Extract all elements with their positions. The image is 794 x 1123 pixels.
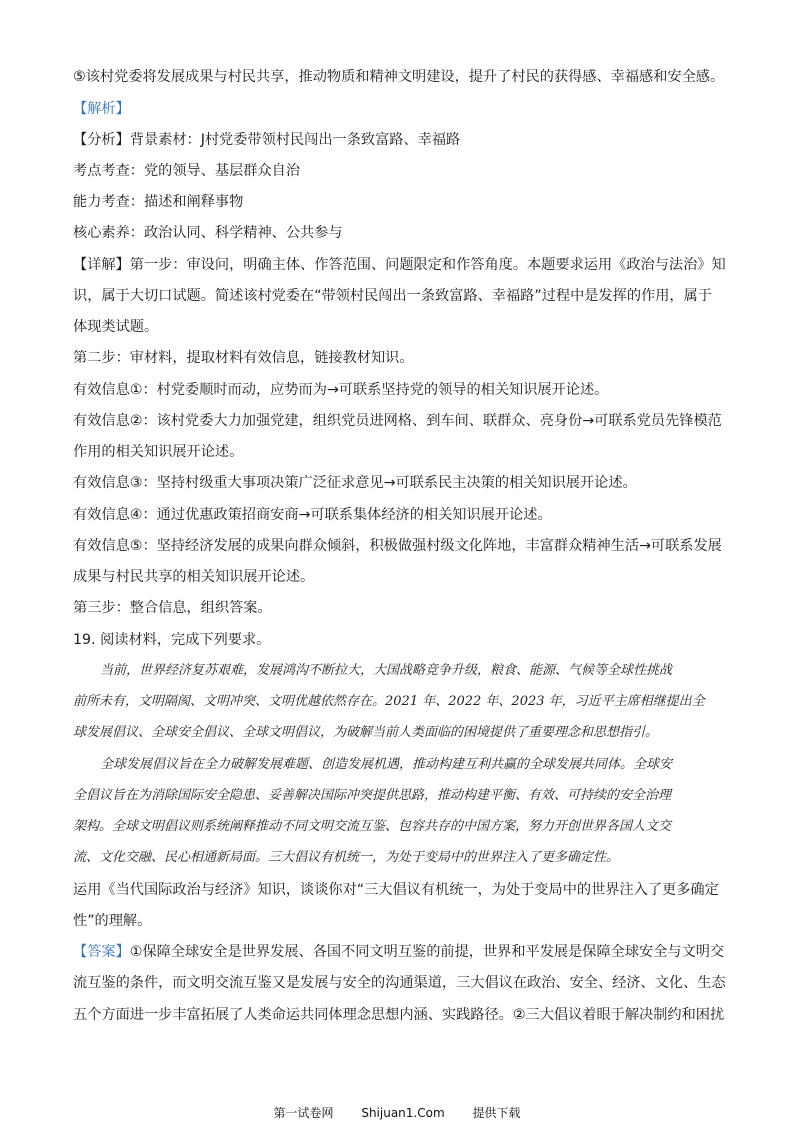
text-line: 运用《当代国际政治与经济》知识，谈谈你对“三大倡议有机统一，为处于变局中的世界注入了更多确定 [73,882,719,898]
text-line: 有效信息③：坚持村级重大事项决策广泛征求意见→可联系民主决策的相关知识展开论述。 [73,475,637,491]
footer-download-text: 提供下载 [472,1106,521,1120]
footer-site-url[interactable]: Shijuan1.Com [361,1106,445,1120]
material-line: 全倡议旨在为消除国际安全隐患、妥善解决国际冲突提供思路，推动构建平衡、有效、可持续的安全治理 [73,788,672,803]
material-line: 架构。全球文明倡议则系统阐释推动不同文明交流互鉴、包容共存的中国方案，努力开创世界各国人文交 [73,819,672,834]
page-footer [0,1105,794,1121]
text-line: 第三步：整合信息，组织答案。 [73,600,272,616]
material-line: 前所未有，文明隔阂、文明冲突、文明优越依然存在。2021 年、2022 年、2023 年，习近平主席相继提出全 [73,694,705,709]
text-line: 有效信息①：村党委顺时而动，应势而为→可联系坚持党的领导的相关知识展开论述。 [73,382,609,398]
text-line: ⑤该村党委将发展成果与村民共享，推动物质和精神文明建设，提升了村民的获得感、幸福感和安全感。 [73,69,725,85]
text-line: 五个方面进一步丰富拓展了人类命运共同体理念思想内涵、实践路径。②三大倡议着眼于解决制约和困扰 [73,1007,725,1023]
text-line: 体现类试题。 [73,319,159,335]
text-line: 能力考查：描述和阐释事物 [73,194,244,210]
answer-line [73,942,724,962]
answer-text: ①保障全球安全是世界发展、各国不同文明互鉴的前提，世界和平发展是保障全球安全与文明交 [129,944,725,960]
text-line: 考点考查：党的领导、基层群众自治 [73,163,301,179]
text-line: 有效信息②：该村党委大力加强党建，组织党员进网格、到车间、联群众、亮身份→可联系党员先锋模范 [73,413,722,429]
text-line: 【详解】第一步：审设问，明确主体、作答范围、问题限定和作答角度。本题要求运用《政治与法治》知 [73,257,726,273]
material-line: 流、文化交融、民心相通新局面。三大倡议有机统一，为处于变局中的世界注入了更多确定性。 [73,850,620,865]
material-line: 球发展倡议、全球安全倡议、全球文明倡议，为破解当前人类面临的困境提供了重要理念和思想指引。 [73,725,659,740]
analysis-label: 【解析】 [73,101,130,117]
text-line: 性”的理解。 [73,913,152,929]
footer-site-name: 第一试卷网 [273,1106,334,1120]
text-line: 作用的相关知识展开论述。 [73,444,244,460]
text-line: 核心素养：政治认同、科学精神、公共参与 [73,225,343,241]
text-line: 成果与村民共享的相关知识展开论述。 [73,569,315,585]
material-line: 全球发展倡议旨在全力破解发展难题、创造发展机遇，推动构建互利共赢的全球发展共同体。全球安 [100,757,673,772]
text-line: 第二步：审材料，提取材料有效信息，链接教材知识。 [73,350,414,366]
text-line: 流互鉴的条件，而文明交流互鉴又是发展与安全的沟通渠道，三大倡议在政治、安全、经济、文化、生态 [73,975,726,991]
question-title: 19. 阅读材料，完成下列要求。 [73,632,271,648]
text-line: 有效信息⑤：坚持经济发展的成果向群众倾斜，积极做强村级文化阵地，丰富群众精神生活→可联系发展 [73,538,722,554]
text-line: 【分析】背景素材：J村党委带领村民闯出一条致富路、幸福路 [73,132,461,148]
text-line: 识，属于大切口试题。简述该村党委在“带领村民闯出一条致富路、幸福路”过程中是发挥的作用，属于 [73,288,712,304]
material-line: 当前，世界经济复苏艰难，发展鸿沟不断拉大，大国战略竞争升级，粮食、能源、气候等全球性挑战 [100,663,673,678]
answer-label: 【答案】 [73,944,130,960]
text-line: 有效信息④：通过优惠政策招商安商→可联系集体经济的相关知识展开论述。 [73,507,552,523]
